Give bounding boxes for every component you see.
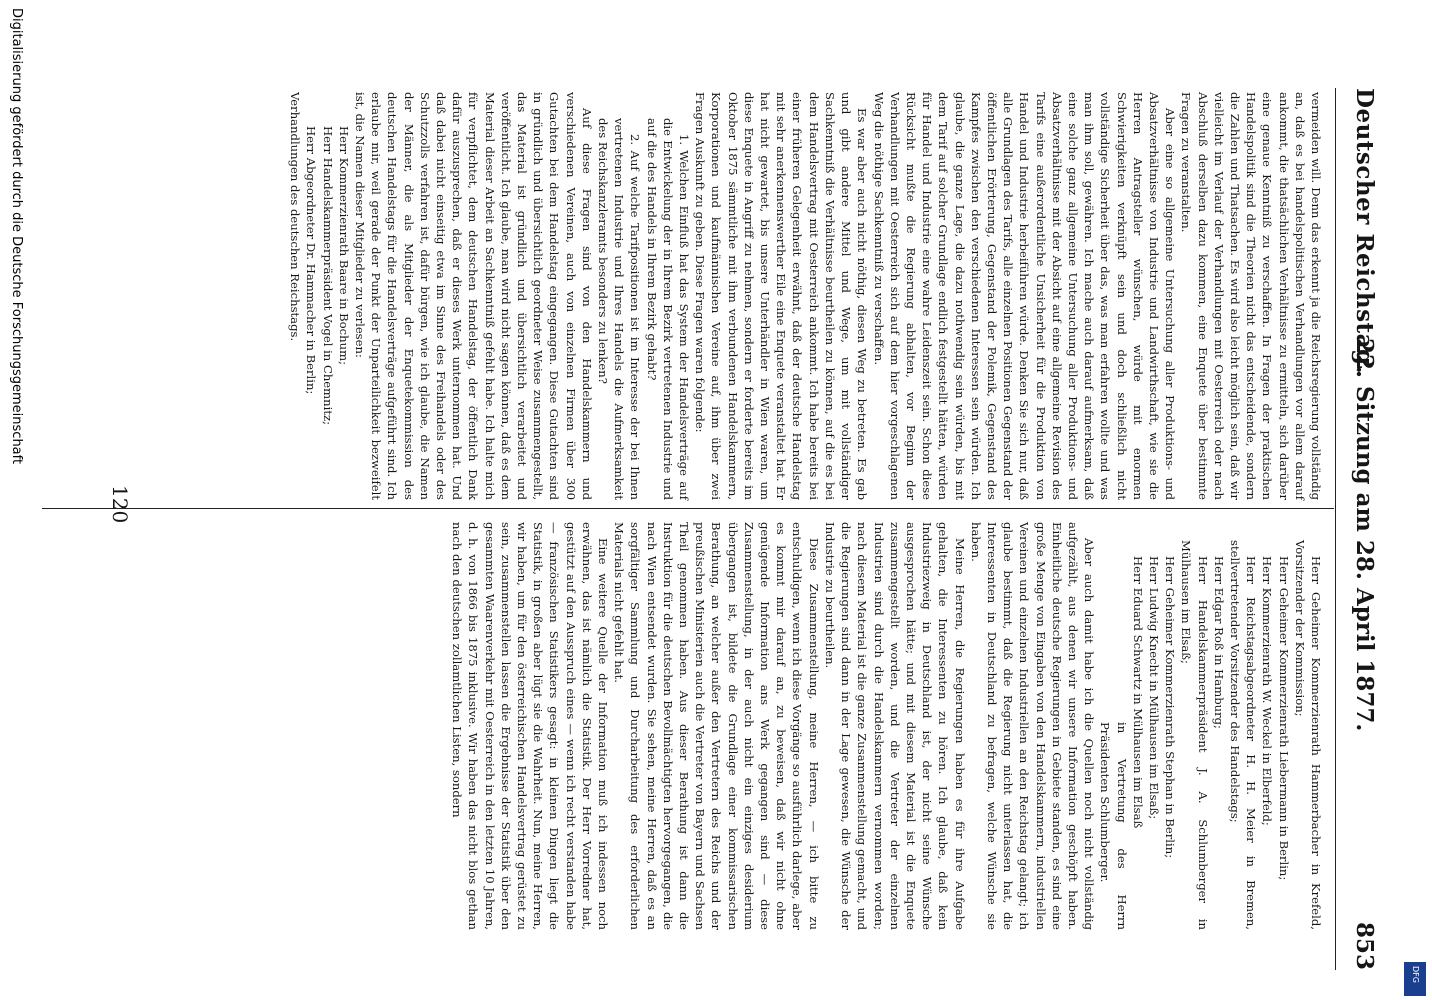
paragraph: Es war aber auch nicht nöthig, diesen Weg zu betreten. Es gab und gibt andere Mittel und Wege, um mit vollständiger Sachkenntniß die Verhältnisse beurtheilen zu können, auf die es bei dem Handelsvertrag mit Oesterreich ankommt. Ich habe bereits bei einer früheren Gelegenheit erwähnt, daß der deutsche Handelstag mit sehr anerkennenswerther Eile eine Enquete veranstaltet hat. Er hat nicht gewartet, bis unsere Unterhändler in Wien waren, um diese Enquete in Angriff zu nehmen, sondern er forderte bereits im Oktober 1875 sämmtliche mit ihm verbundenen Handelskammern, Korporationen und kaufmännischen Vereine auf, ihm über zwei Fragen Auskunft zu geben. Diese Fragen waren folgende: — [693, 92, 870, 500]
member-name: Herr Eduard Schwartz in Mülhausen im Elsaß — [1130, 556, 1145, 829]
logo-label: DFG — [1411, 966, 1420, 983]
session-info: 22. Sitzung am 28. April 1877. — [1351, 338, 1378, 732]
dfg-logo-icon — [1404, 962, 1426, 996]
column-signature: Verhandlungen des deutschen Reichstags. — [288, 92, 303, 342]
member-name: Herr Edgar Roß in Hamburg; — [1211, 556, 1226, 729]
member-name: Herr Abgeordneter Dr. Hammacher in Berlin; — [304, 126, 319, 395]
paragraph: vermeiden will. Denn das erkennt ja die Reichsregierung vollständig an, daß es bei handelspolitischen Verhandlungen vor allem darauf ankommt, die thatsächlichen Verhältnisse zu ermitteln, sich darüber eine genaue Kenntniß zu verschaffen. In Fragen der praktischen Handelspolitik sind die Theorien nicht das entscheidende, sondern die Zahlen und Thatsachen. Es wird also leicht möglich sein, daß wir vielleicht im Verlauf der Verhandlungen mit Oesterreich oder nach Abschluß derselben dazu kommen, eine Enquete über bestimmte Fragen zu veranstalten. — [1179, 92, 1323, 500]
journal-title: Deutscher Reichstag. — [1351, 88, 1378, 375]
right-column — [449, 522, 1324, 930]
page-header — [1344, 88, 1384, 970]
member-name: Herr Geheimer Kommerzienrath Hammerbacher in Krefeld, Vorsitzender der Kommission; — [1292, 540, 1323, 930]
paragraph: Meine Herren, die Regierungen haben es für ihre Aufgabe gehalten, die Interessenten zu hören. Ich glaube, daß kein Industriezweig in Deutschland ist, der nicht seine Wünsche ausgesprochen hätte; und mit diesem Material ist die Enquete zusammengestellt worden, und die Vertreter der einzelnen Industrien sind durch die Handelskammern vernommen worden; nach diesem Material ist die ganze Zusammenstellung gemacht, und die Regierungen sind dann in der Lage gewesen, die Wünsche der Industrie zu beurtheilen. — [822, 522, 967, 930]
paragraph: Eine weitere Quelle der Information muß ich indessen noch erwähnen, das ist nämlich die Statistik. Der Herr Vorredner hat, gestützt auf den Ausspruch eines — wenn ich recht verstanden habe — französischen Statistikers gesagt: in kleinen Dingen liegt die Statistik, in großen aber lügt sie die Wahrheit. Nun, meine Herren, wir haben, um für den österreichischen Handelsvertrag gerüstet zu sein, zusammenstellen lassen die Ergebnisse der Statistik über den gesammten Waarenverkehr mit Oesterreich in den letzten 10 Jahren, d. h. von 1866 bis 1875 inklusive. Wir haben das nicht blos gethan nach den deutschen zollamtlichen Listen, sondern — [450, 522, 611, 930]
member-name: Herr Kommerzienrath Baare in Bochum; — [336, 126, 351, 365]
member-name: Herr Geheimer Kommerzienrath Stephan in Berlin; — [1163, 556, 1178, 859]
paragraph: Diese Zusammenstellung, meine Herren, — ich bitte zu entschuldigen, wenn ich diese Vorgänge so ausführlich darlege, aber es kommt mir darauf an, zu beweisen, daß wir nicht ohne genügende Information ans Werk gegangen sind — diese Zusammenstellung, in der auch nicht ein einziges desiderium übergangen ist, bildete die Grundlage einer kommissarischen Berathung, an welcher außer den Vertretern des Reichs und der preußischen Ministerien auch die Vertreter von Bayern und Sachsen Theil genommen haben. Aus dieser Berathung ist dann die Instruktion für die deutschen Bevollmächtigten hervorgegangen, die nach Wien entsendet wurden. Sie sehen, meine Herren, daß es an sorgfältiger Sammlung und Durcharbeitung des erforderlichen Materials nicht gefehlt hat. — [612, 522, 821, 930]
sheet-number: 120 — [108, 485, 132, 524]
question-item: 2. Auf welche Tarifpositionen ist im Interesse der bei Ihnen vertretenen Industrie und Ihres Handels die Aufmerksamkeit des Reichskanzleramts besonders zu lenken? — [596, 118, 643, 500]
member-name: Herr Handelskammerpräsident Vogel in Chemnitz; — [320, 126, 335, 425]
paragraph: Aber auch damit habe ich die Quellen noch nicht vollständig aufgezählt, aus denen wir unsere Information geschöpft haben. Einheitliche deutsche Regierungen in Gebiete standen, es sind eine große Menge von Eingaben von den Handelskammern, industriellen Vereinen und einzelnen Industriellen an den Reichstag gelangt; ich glaube bestimmt, daß die Regierung nicht unterlassen hat, die Interessenten in Deutschland zu befragen, welche Wünsche sie haben. — [968, 522, 1097, 930]
page-number: 853 — [1351, 921, 1378, 970]
column-divider — [42, 508, 1334, 509]
member-name: Herr Geheimer Kommerzienrath Liebermann in Berlin; — [1276, 556, 1291, 881]
bracket-note: in Vertretung des Herrn Präsidenten Schlumberger. — [1098, 722, 1129, 930]
left-column — [287, 92, 1324, 500]
footer-text: Digitalisierung gefördert durch die Deutsche Forschungsgemeinschaft — [9, 8, 24, 465]
member-name: Herr Reichstagsabgeordneter H. H. Meier in Bremen, stellvertretender Vorsitzender des Handelstags; — [1227, 540, 1259, 930]
member-name: Herr Kommerzienrath W. Weckel in Elberfeld; — [1260, 556, 1275, 826]
header-rule — [1335, 88, 1336, 970]
question-item: 1. Welchen Einfluß hat das System der Handelsverträge auf die Entwickelung der in Ihrem Bezirk vertretenen Industrie und auf die des Handels in Ihrem Bezirk gehabt? — [644, 118, 692, 500]
member-name: Herr Handelskammerpräsident J. A. Schlumberger in Mülhausen im Elsaß; — [1179, 540, 1210, 930]
paragraph: Auf diese Fragen sind von den Handelskammern und verschiedenen Vereinen, auch von einzelnen Firmen über 300 Gutachten bei dem Handelstag eingegangen. Diese Gutachten sind in gründlich und übersichtlich geordneter Weise zusammengestellt, das Material ist gründlich und übersichtlich verarbeitet und veröffentlicht. Ich glaube, man wird nicht sagen können, daß es dem Material dieser Arbeit an Sachkenntniß gefehlt habe. Ich halte mich für verpflichtet, dem deutschen Handelstag, der öffentlich Dank dafür auszusprechen, daß er dieses Werk unternommen hat. Und daß dabei nicht einseitig etwa im Sinne des Freihandels oder des Schutzzolls verfahren ist, dafür bürgen, wie ich glaube, die Namen der Männer, die als Mitglieder der Enquetekommission des deutschen Handelstags für die Handelsverträge aufgeführt sind. Ich erlaube mir, weil gerade der Punkt der Unparteilichkeit bezweifelt ist, die Namen dieser Mitglieder zu verlesen: — [353, 92, 594, 500]
member-name: Herr Ludwig Knecht in Mülhausen im Elsaß; — [1146, 556, 1161, 820]
paragraph: Aber eine so allgemeine Untersuchung aller Produktions- und Absatzverhältnisse von Industrie und Landwirthschaft, wie sie die Herren Antragsteller wünschen, würde mit enormen Schwierigkeiten verknüpft sein und doch schließlich nicht vollständige Sicherheit über das, was man erfahren wollte und was man ihm soll, gewähren. Ich mache auch darauf aufmerksam, daß eine solche ganz allgemeine Untersuchung aller Produktions- und Absatzverhältnisse mit der Absicht auf eine allgemeine Revision des Tarifs eine außerordentliche Unsicherheit für die Produktion von Handel und Industrie herbeiführen würde. Denken Sie sich nur, daß alle Grundlagen des Tarifs, alle einzelnen Positionen Gegenstand der öffentlichen Erörterung, Gegenstand der Polemik, Gegenstand des Kampfes zwischen den verschiedenen Interessen sein würden. Ich glaube, die ganze Lage, die dazu nothwendig sein würden, bis mit dem Tarif auf solcher Grundlage endlich festgestellt hätten, würden für Handel und Industrie eine wahre Leidenszeit sein. Schon diese Rücksicht mußte die Regierung abhalten, vor Beginn der Verhandlungen mit Oesterreich sich auf dem hier vorgeschlagenen Weg die nöthige Sachkenntniß zu verschaffen. — [871, 92, 1178, 500]
